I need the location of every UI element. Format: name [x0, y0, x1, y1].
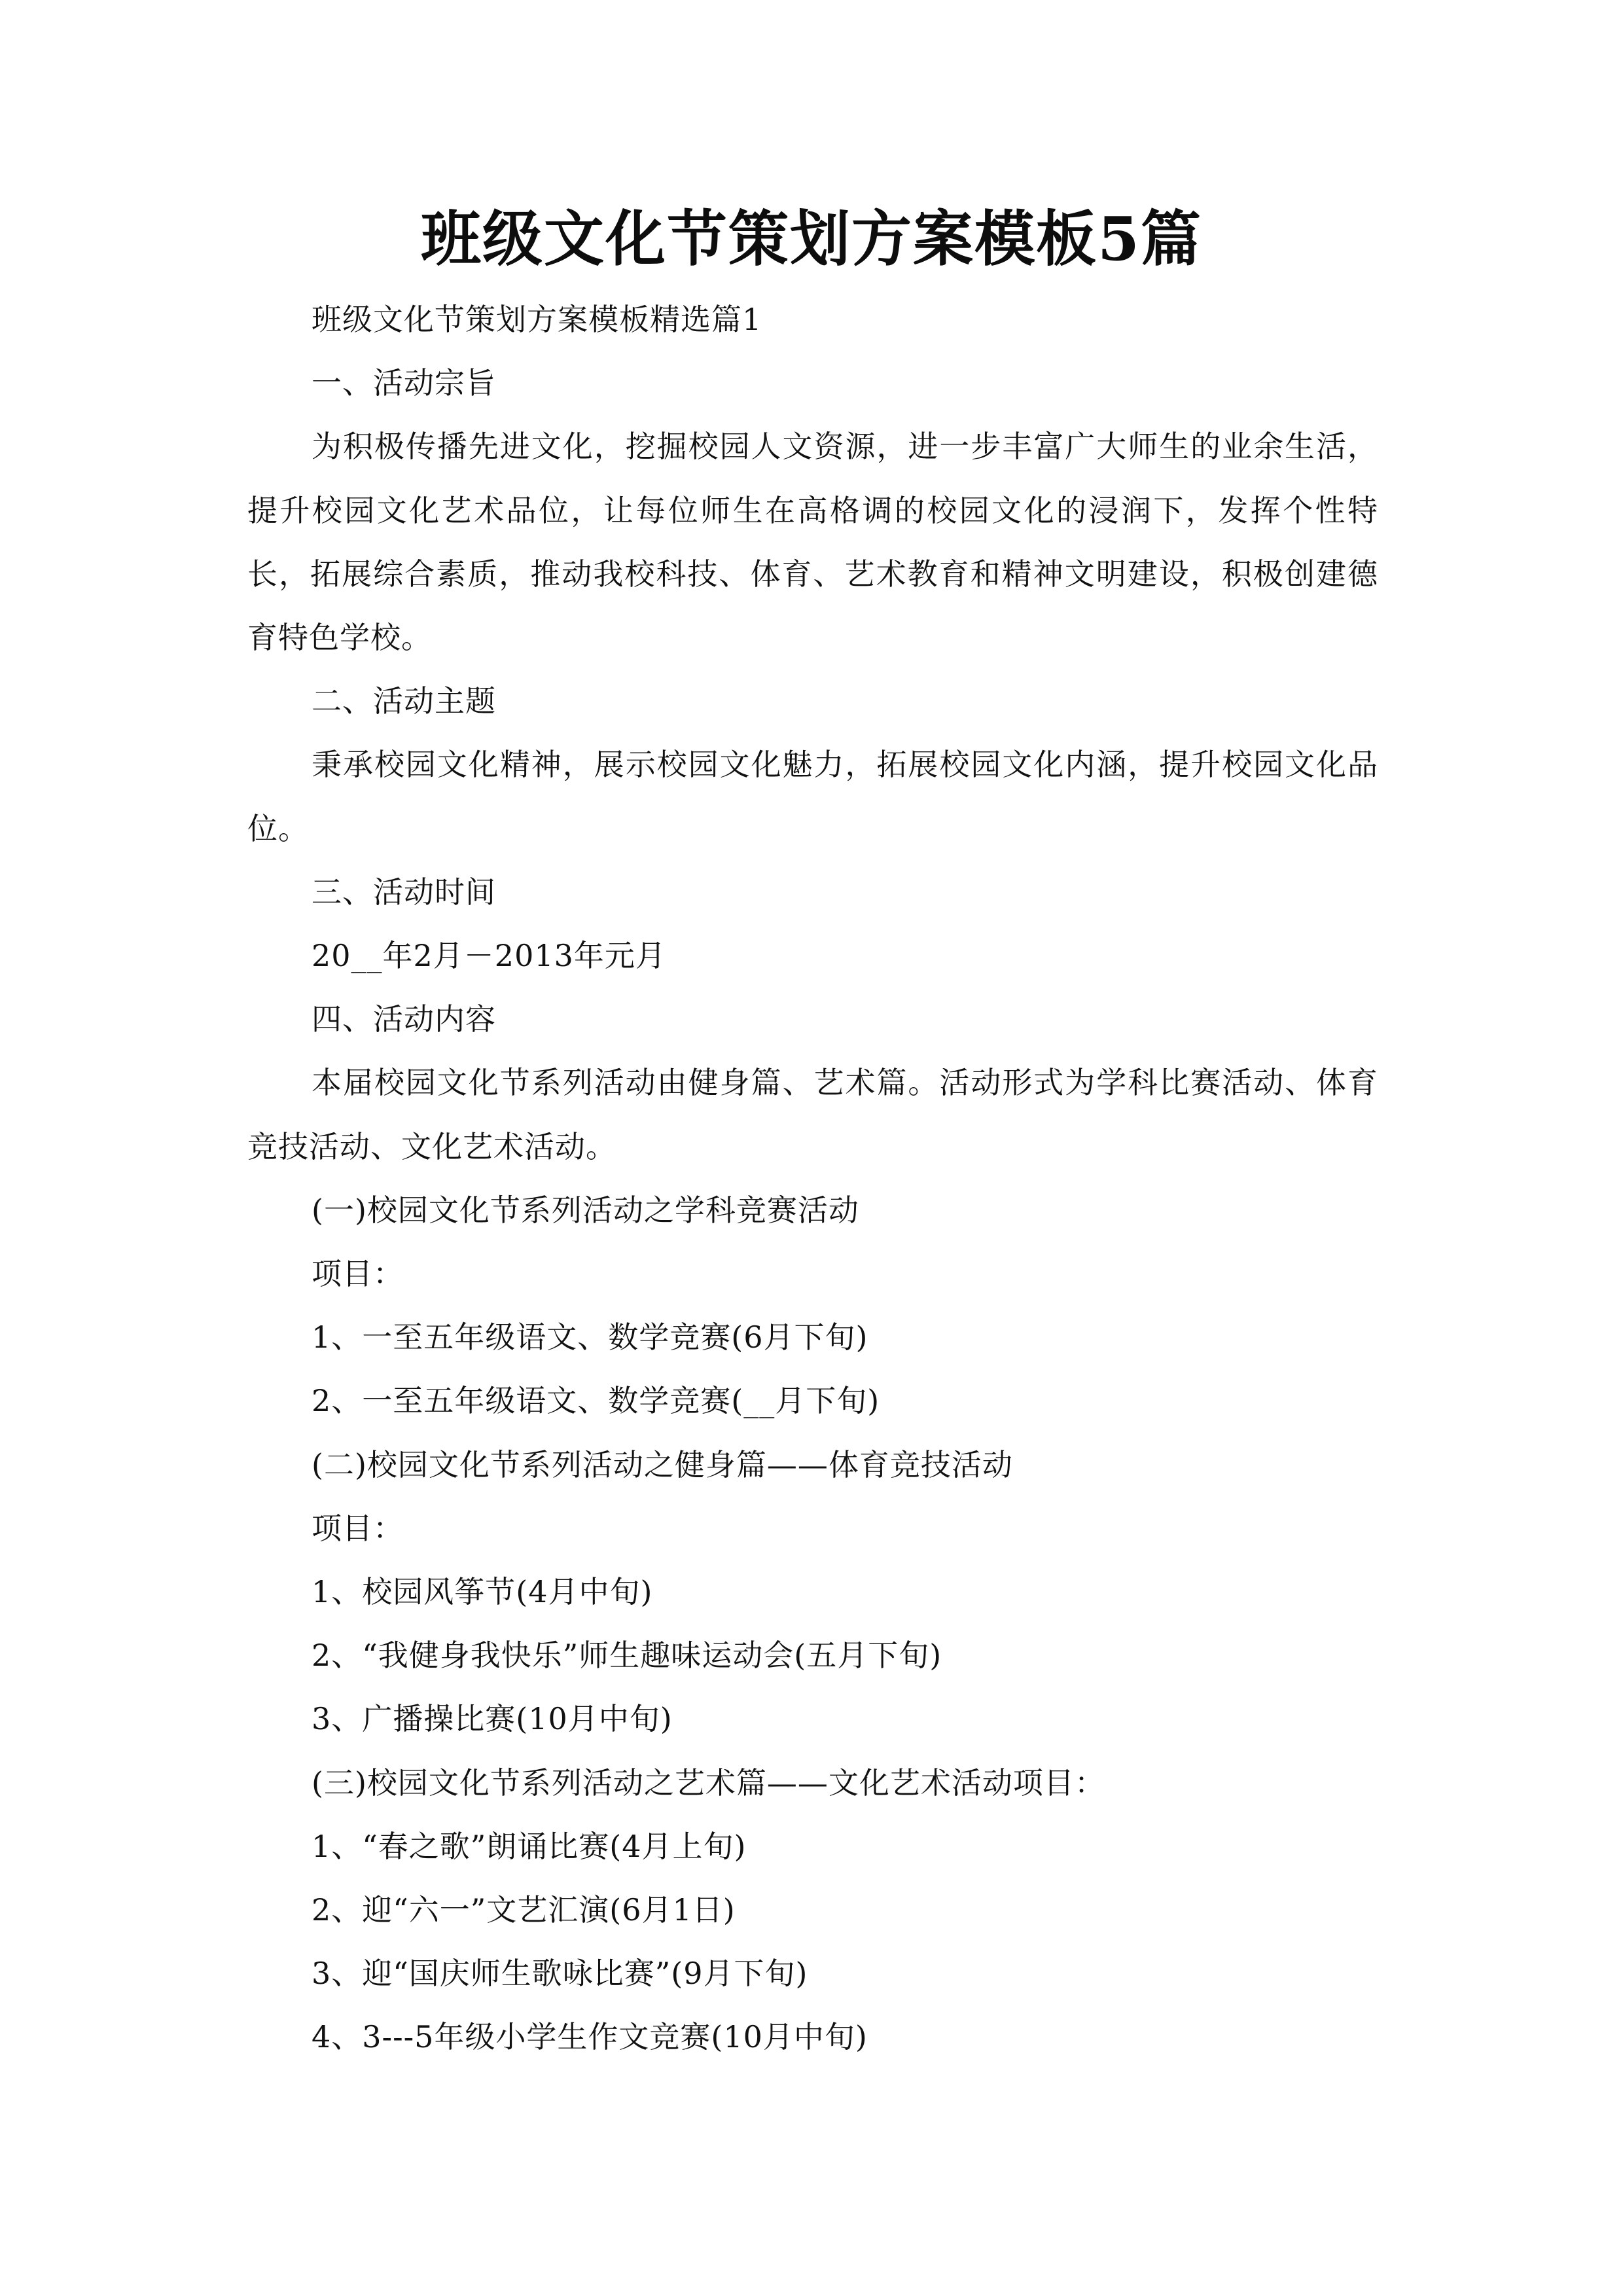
heading-content: 四、活动内容 — [312, 1001, 496, 1037]
heading-theme: 二、活动主题 — [312, 683, 496, 719]
heading-purpose: 一、活动宗旨 — [312, 365, 496, 401]
label-items: 项目： — [312, 1510, 404, 1546]
list-item: 2、“我健身我快乐”师生趣味运动会(五月下旬) — [312, 1638, 942, 1674]
subheading-fitness: (二)校园文化节系列活动之健身篇——体育竞技活动 — [312, 1446, 1013, 1482]
paragraph-content: 本届校园文化节系列活动由健身篇、艺术篇。活动形式为学科比赛活动、体育竞技活动、文化艺术活动。 — [247, 1065, 1378, 1164]
paragraph-theme: 秉承校园文化精神，展示校园文化魅力，拓展校园文化内涵，提升校园文化品位。 — [247, 747, 1378, 846]
document-title: 班级文化节策划方案模板5篇 — [420, 204, 1202, 274]
paragraph-purpose: 为积极传播先进文化，挖掘校园人文资源，进一步丰富广大师生的业余生活，提升校园文化艺术品位，让每位师生在高格调的校园文化的浸润下，发挥个性特长，拓展综合素质，推动我校科技、体育、艺术教育和精神文明建设，积极创建德育特色学校。 — [247, 429, 1378, 656]
paragraph-time: 20__年2月－2013年元月 — [312, 938, 666, 974]
subheading-arts: (三)校园文化节系列活动之艺术篇——文化艺术活动项目： — [312, 1765, 1105, 1801]
heading-time: 三、活动时间 — [312, 874, 496, 910]
list-item: 2、一至五年级语文、数学竞赛(__月下旬) — [312, 1383, 880, 1419]
list-item: 1、“春之歌”朗诵比赛(4月上旬) — [312, 1828, 747, 1864]
list-item: 3、广播操比赛(10月中旬) — [312, 1701, 673, 1737]
label-items: 项目： — [312, 1256, 404, 1292]
document-body — [247, 288, 1378, 2070]
list-item: 4、3---5年级小学生作文竞赛(10月中旬) — [312, 2019, 868, 2055]
list-item: 2、迎“六一”文艺汇演(6月1日) — [312, 1892, 736, 1928]
list-item: 1、校园风筝节(4月中旬) — [312, 1574, 653, 1610]
section-subtitle: 班级文化节策划方案模板精选篇1 — [312, 302, 762, 337]
subheading-academic: (一)校园文化节系列活动之学科竞赛活动 — [312, 1192, 859, 1228]
list-item: 1、一至五年级语文、数学竞赛(6月下旬) — [312, 1319, 868, 1355]
list-item: 3、迎“国庆师生歌咏比赛”(9月下旬) — [312, 1956, 808, 1992]
